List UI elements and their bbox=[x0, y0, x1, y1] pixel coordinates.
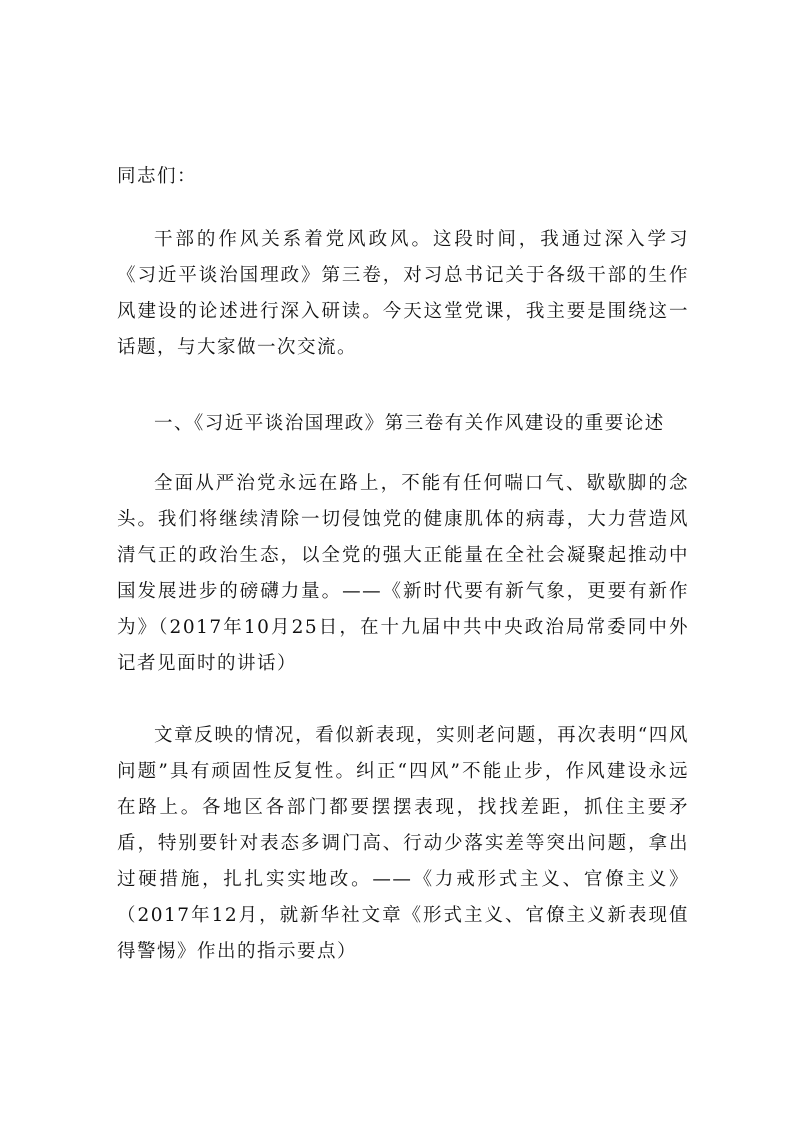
paragraph-quote-2: 文章反映的情况，看似新表现，实则老问题，再次表明“四风问题”具有顽固性反复性。纠正“四风”不能止步，作风建设永远在路上。各地区各部门都要摆摆表现，找找差距，抓住主要矛盾，特别要针对表态多调门高、行动少落实差等突出问题，拿出过硬措施，扎扎实实地改。——《力戒形式主义、官僚主义》（2017年12月，就新华社文章《形式主义、官僚主义新表现值得警惕》作出的指示要点） bbox=[117, 725, 689, 962]
section-heading: 一、《习近平谈治国理政》第三卷有关作风建设的重要论述 bbox=[154, 413, 665, 434]
paragraph-intro: 干部的作风关系着党风政风。这段时间，我通过深入学习《习近平谈治国理政》第三卷，对习总书记关于各级干部的生作风建设的论述进行深入研读。今天这堂党课，我主要是围绕这一话题，与大家做一次交流。 bbox=[117, 229, 689, 358]
salutation: 同志们： bbox=[117, 166, 198, 187]
paragraph-quote-1: 全面从严治党永远在路上，不能有任何喘口气、歇歇脚的念头。我们将继续清除一切侵蚀党的健康肌体的病毒，大力营造风清气正的政治生态，以全党的强大正能量在全社会凝聚起推动中国发展进步的磅礴力量。——《新时代要有新气象，更要有新作为》（2017年10月25日，在十九届中共中央政治局常委同中外记者见面时的讲话） bbox=[117, 473, 689, 674]
